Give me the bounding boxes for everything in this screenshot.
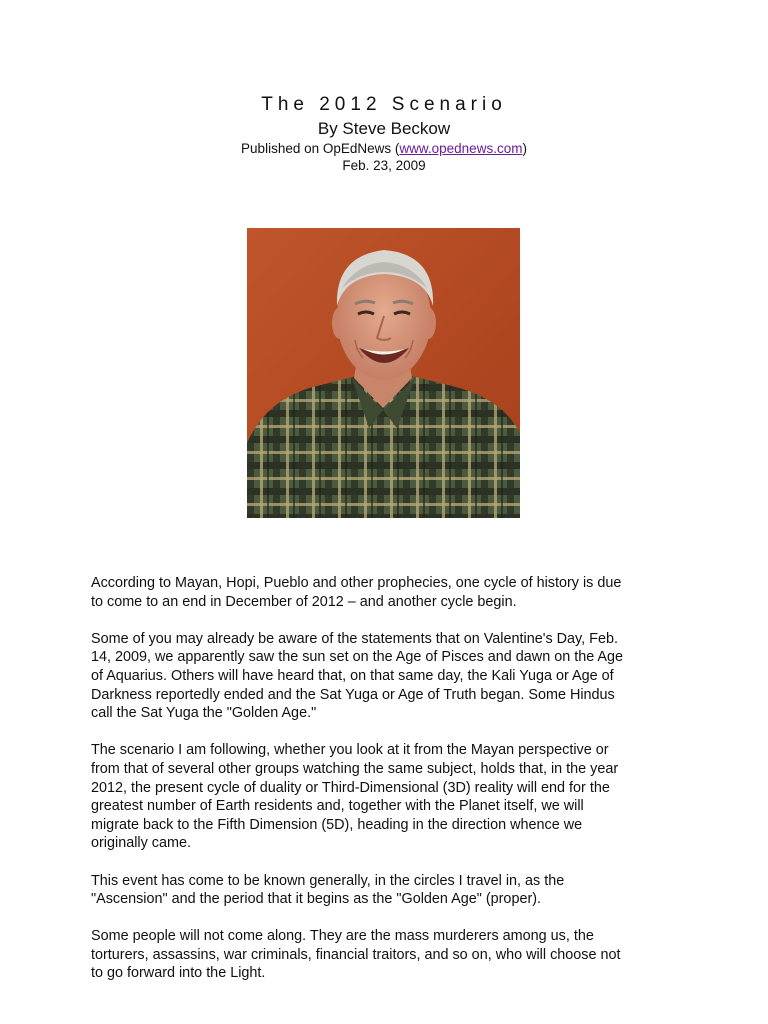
paragraph-line: of Aquarius. Others will have heard that, on that same day, the Kali Yuga or Age of [91,667,614,684]
paragraph-line: originally came. [91,835,191,852]
paragraph-line: Some people will not come along. They are the mass murderers among us, the [91,928,594,945]
author-photo [247,228,520,518]
article-body [91,574,681,1002]
paragraph-line: According to Mayan, Hopi, Pueblo and other prophecies, one cycle of history is due [91,575,622,591]
paragraph-line: This event has come to be known generally, in the circles I travel in, as the [91,872,565,889]
paragraph-line: torturers, assassins, war criminals, financial traitors, and so on, who will choose not [91,946,621,963]
paragraph-line: greatest number of Earth residents and, together with the Planet itself, we will [91,798,584,815]
paragraph-5 [91,927,681,983]
paragraph-line: 2012, the present cycle of duality or Third-Dimensional (3D) reality will end for the [91,779,610,796]
paragraph-line: Some of you may already be aware of the statements that on Valentine's Day, Feb. [91,630,618,647]
publication-date: Feb. 23, 2009 [342,158,426,173]
paragraph-4 [91,872,681,909]
paragraph-line: migrate back to the Fifth Dimension (5D), heading in the direction whence we [91,816,583,833]
paragraph-3 [91,741,681,853]
published-prefix: Published on OpEdNews ( [241,141,400,156]
paragraph-line: to go forward into the Light. [91,965,266,982]
publication-line [0,141,768,156]
author-byline: By Steve Beckow [317,119,451,138]
opednews-link[interactable]: www.opednews.com [399,141,523,156]
paragraph-line: from that of several other groups watching the same subject, holds that, in the year [91,760,619,777]
published-suffix: ) [522,141,527,156]
paragraph-2 [91,630,681,723]
paragraph-1 [91,574,681,611]
paragraph-line: Darkness reportedly ended and the Sat Yuga or Age of Truth began. Some Hindus [91,686,615,703]
article-title: The 2012 Scenario [261,94,507,115]
paragraph-line: 14, 2009, we apparently saw the sun set on the Age of Pisces and dawn on the Age [91,649,624,666]
paragraph-line: The scenario I am following, whether you look at it from the Mayan perspective or [91,742,609,759]
paragraph-line: to come to an end in December of 2012 – and another cycle begin. [91,593,517,610]
paragraph-line: call the Sat Yuga the "Golden Age." [91,705,317,722]
paragraph-line: "Ascension" and the period that it begins as the "Golden Age" (proper). [91,891,542,908]
